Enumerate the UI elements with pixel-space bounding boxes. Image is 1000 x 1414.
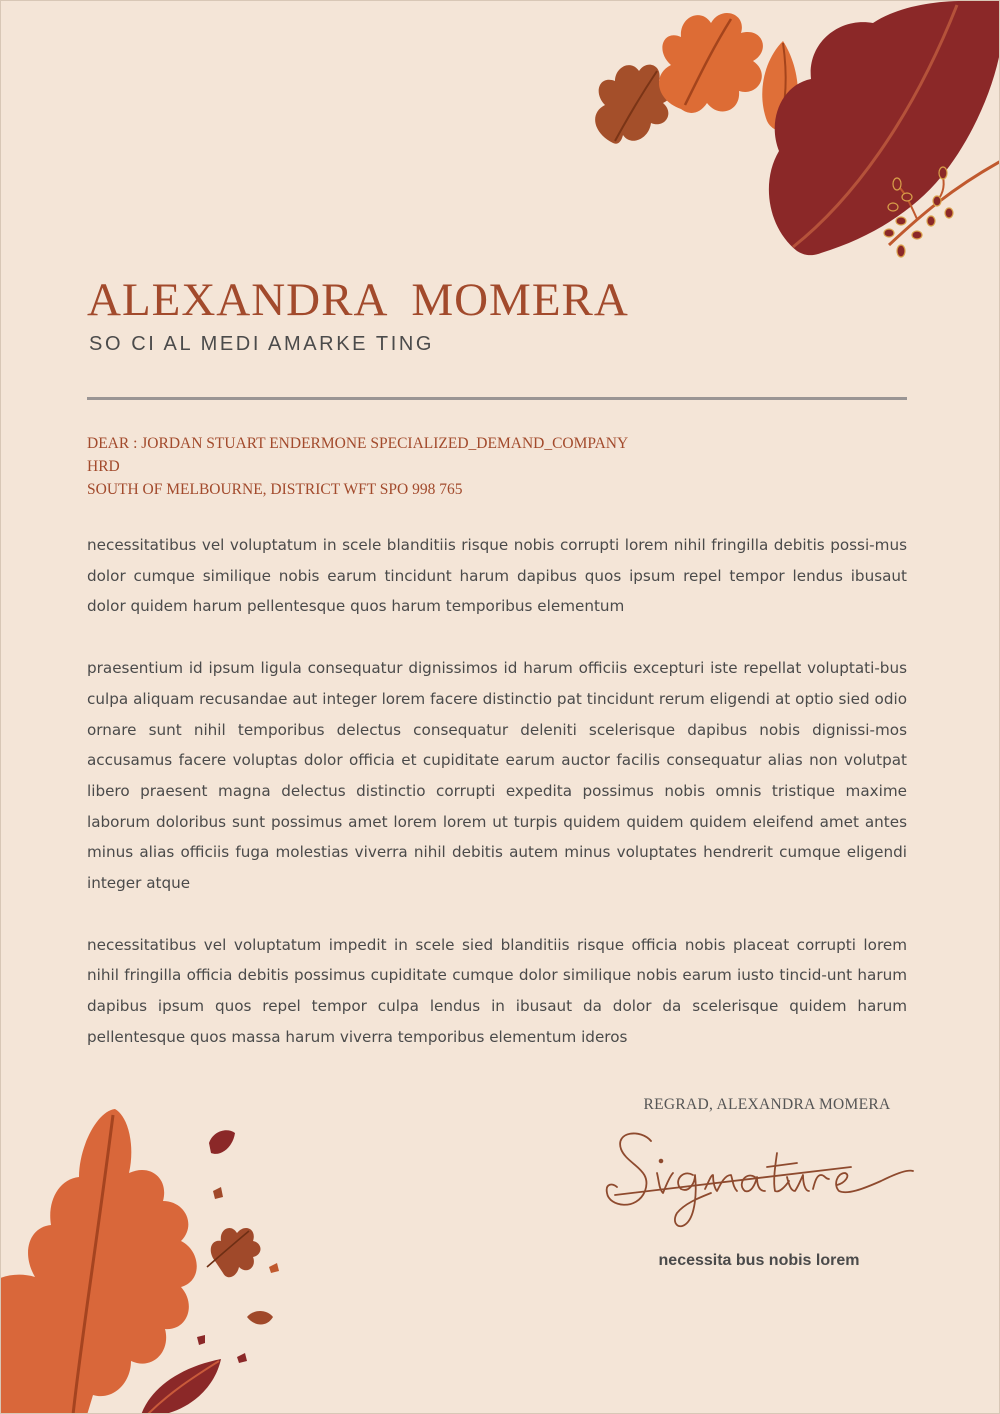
body-paragraph: necessitatibus vel voluptatum in scele blanditiis risque nobis corrupti lorem nihil fringilla debitis possi-mus dolor cumque similique nobis earum tincidunt harum dapibus quos ipsum repel tempor lendus ibusaut dolor quidem harum pellentesque quos harum temporibus elementum: [87, 536, 907, 616]
body-paragraph: necessitatibus vel voluptatum impedit in scele sied blanditiis risque officia nobis placeat corrupti lorem nihil fringilla officia debitis possimus cupiditate cumque dolor similique nobis earum iusto tincid-unt harum dapibus ipsum quos repel tempor culpa lendus in ibusaut da dolor da scelerisque quidem harum pellentesque quos massa harum viverra temporibus elementum ideros: [87, 935, 907, 1046]
recipient-line: SOUTH OF MELBOURNE, DISTRICT WFT SPO 998 765: [87, 481, 463, 498]
sender-title: SO CI AL MEDI AMARKE TING: [89, 333, 435, 355]
autumn-leaves-bottom-icon: [1, 1091, 301, 1414]
recipient-line: DEAR : JORDAN STUART ENDERMONE SPECIALIZED_DEMAND_COMPANY: [87, 435, 629, 452]
recipient-block: [87, 432, 628, 501]
letter-body: [87, 530, 907, 1084]
signature-script-icon: [601, 1123, 921, 1235]
sender-name: ALEXANDRA MOMERA: [87, 274, 629, 326]
autumn-leaves-top-icon: [571, 1, 1000, 291]
recipient-line: HRD: [87, 458, 120, 475]
closing-regards: REGRAD, ALEXANDRA MOMERA: [643, 1096, 891, 1113]
header-divider: [87, 397, 907, 400]
signature-caption: necessita bus nobis lorem: [658, 1252, 860, 1269]
body-paragraph: praesentium id ipsum ligula consequatur dignissimos id harum officiis excepturi iste repellat voluptati-bus culpa aliquam recusandae aut integer lorem facere distinctio pat tincidunt rerum eligendi at optio sied odio ornare sunt nihil temporibus delectus consequatur deleniti scelerisque dapibus nobis dignissi-mos accusamus facere voluptas dolor officia et cupiditate earum auctor facilis consequatur alias non volutpat libero praesent magna delectus distinctio corrupti expedita possimus nobis omnis tristique maxime laborum doloribus sunt possimus amet lorem lorem ut turpis quidem quidem quidem eleifend amet antes minus alias officiis fuga molestias viverra nihil debitis autem minus voluptates hendrerit cumque eligendi integer atque: [87, 659, 907, 893]
